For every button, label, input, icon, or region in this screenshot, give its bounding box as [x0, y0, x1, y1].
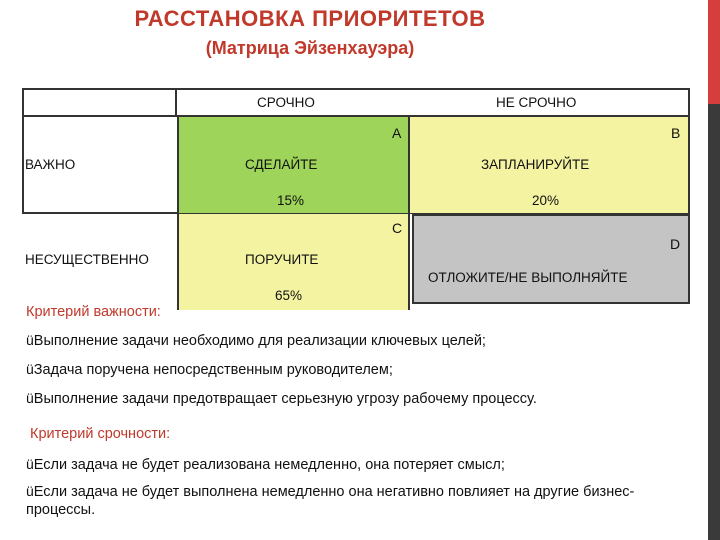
quadrant-b	[410, 117, 688, 213]
check-icon: ü	[26, 361, 34, 377]
row-header-important-label: ВАЖНО	[25, 157, 76, 172]
quadrant-a-percent: 15%	[277, 193, 305, 208]
matrix-corner	[23, 89, 177, 117]
page-subtitle: (Матрица Эйзенхауэра)	[205, 38, 415, 58]
urgency-item	[26, 482, 696, 519]
importance-heading: Критерий важности:	[26, 304, 161, 320]
check-icon: ü	[26, 483, 34, 499]
side-accent-bar	[708, 0, 720, 540]
quadrant-c-letter: C	[392, 220, 403, 236]
side-accent-red	[708, 0, 720, 104]
importance-item-text: Задача поручена непосредственным руководителем;	[33, 362, 393, 378]
quadrant-d	[412, 214, 690, 304]
importance-item-text: Выполнение задачи необходимо для реализации ключевых целей;	[33, 333, 486, 349]
urgency-item-text: Если задача не будет выполнена немедленно она негативно повлияет на другие бизнес- процессы.	[26, 484, 635, 518]
quadrant-c-percent: 65%	[275, 288, 303, 303]
col-header-not-urgent	[410, 89, 688, 117]
urgency-heading: Критерий срочности:	[30, 426, 171, 442]
col-header-not-urgent-label: НЕ СРОЧНО	[496, 95, 577, 110]
row-header-unimportant	[23, 214, 177, 310]
importance-item	[26, 389, 537, 408]
quadrant-d-letter: D	[670, 236, 681, 252]
row-header-unimportant-label: НЕСУЩЕСТВЕННО	[25, 252, 149, 267]
check-icon: ü	[26, 332, 34, 348]
quadrant-c-action: ПОРУЧИТЕ	[245, 252, 319, 267]
importance-item-text: Выполнение задачи предотвращает серьезную угрозу рабочему процессу.	[33, 391, 537, 407]
page-title: РАССТАНОВКА ПРИОРИТЕТОВ	[134, 6, 486, 31]
row-header-important	[23, 117, 177, 214]
quadrant-a-letter: A	[392, 125, 402, 141]
check-icon: ü	[26, 456, 34, 472]
col-header-urgent	[177, 89, 410, 117]
importance-item	[26, 360, 393, 379]
quadrant-a-action: СДЕЛАЙТЕ	[245, 157, 318, 172]
check-icon: ü	[26, 390, 34, 406]
quadrant-d-action: ОТЛОЖИТЕ/НЕ ВЫПОЛНЯЙТЕ	[428, 270, 628, 285]
quadrant-a	[177, 117, 410, 213]
quadrant-b-letter: B	[671, 125, 681, 141]
quadrant-b-action: ЗАПЛАНИРУЙТЕ	[481, 157, 590, 172]
importance-item	[26, 331, 486, 350]
urgency-item	[26, 455, 696, 474]
urgency-item-text: Если задача не будет реализована немедленно, она потеряет смысл;	[33, 457, 505, 473]
quadrant-c	[177, 214, 410, 310]
quadrant-b-percent: 20%	[532, 193, 560, 208]
col-header-urgent-label: СРОЧНО	[257, 95, 315, 110]
